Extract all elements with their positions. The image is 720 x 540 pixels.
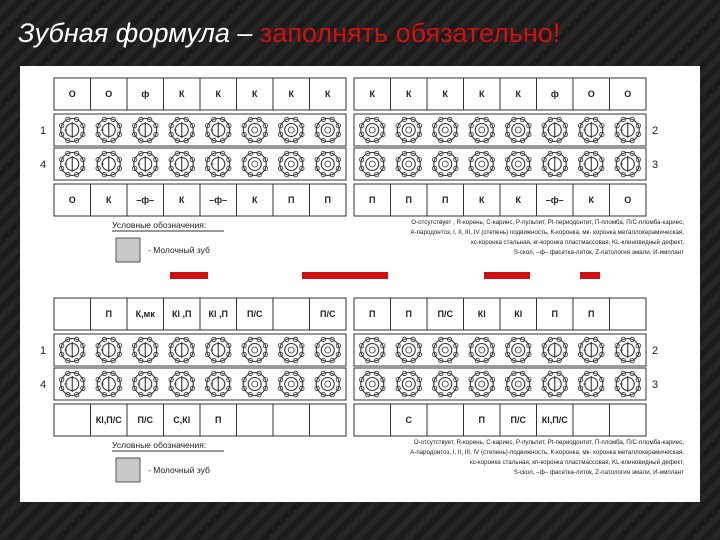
tooth-core-icon <box>442 381 448 387</box>
tooth-outline-icon <box>397 119 420 142</box>
tooth-icon <box>432 371 458 397</box>
tooth-core-icon <box>288 381 294 387</box>
tooth-icon <box>615 371 641 397</box>
tooth-label: П <box>105 309 112 319</box>
tooth-outline-icon <box>507 339 530 362</box>
tooth-outline-icon <box>507 119 530 142</box>
tooth-core-icon <box>288 347 294 353</box>
tooth-center-icon <box>512 344 525 357</box>
tooth-center-icon <box>366 344 379 357</box>
row-number-1: 1 <box>40 345 47 357</box>
tooth-outline-icon <box>361 153 384 176</box>
tooth-label: –ф– <box>545 195 564 205</box>
tooth-core-icon <box>515 381 521 387</box>
tooth-outline-icon <box>316 153 339 176</box>
tooth-label: П <box>215 415 222 425</box>
tooth-center-icon <box>402 158 415 171</box>
tooth-outline-icon <box>470 373 493 396</box>
tooth-core-icon <box>288 161 294 167</box>
tooth-outline-icon <box>470 153 493 176</box>
tooth-core-icon <box>515 347 521 353</box>
tooth-center-icon <box>512 378 525 391</box>
row-number-3: 3 <box>652 159 659 171</box>
tooth-icon <box>578 337 604 363</box>
tooth-icon <box>615 151 641 177</box>
tooth-label: П <box>288 195 295 205</box>
tooth-core-icon <box>406 347 412 353</box>
tooth-center-icon <box>439 344 452 357</box>
tooth-center-icon <box>321 378 334 391</box>
tooth-label: ф <box>141 89 150 99</box>
tooth-center-icon <box>439 158 452 171</box>
dental-formula-card-1 <box>40 78 684 262</box>
tooth-label: К,мк <box>135 309 155 319</box>
red-divider-bar <box>580 272 600 279</box>
tooth-center-icon <box>285 158 298 171</box>
tooth-outline-icon <box>280 153 303 176</box>
tooth-icon <box>315 117 341 143</box>
tooth-label: –ф– <box>136 195 155 205</box>
tooth-icon <box>469 337 495 363</box>
tooth-label: К <box>179 195 185 205</box>
lower-teeth-row <box>54 148 646 180</box>
tooth-icon <box>278 371 304 397</box>
tooth-outline-icon <box>361 339 384 362</box>
tooth-icon <box>169 337 195 363</box>
tooth-center-icon <box>248 378 261 391</box>
title-main: Зубная формула <box>18 18 230 48</box>
tooth-outline-icon <box>397 339 420 362</box>
tooth-outline-icon <box>361 119 384 142</box>
tooth-icon <box>505 151 531 177</box>
tooth-core-icon <box>515 127 521 133</box>
tooth-label: О <box>68 89 76 99</box>
tooth-icon <box>132 371 158 397</box>
tooth-icon <box>96 151 122 177</box>
tooth-center-icon <box>475 344 488 357</box>
tooth-icon <box>59 337 85 363</box>
legend-line: А-пародонтоз, I, II, III, IV (степень) подвижность, К-коронка, мк- коронка металлокерамическая, <box>410 229 684 236</box>
tooth-core-icon <box>325 347 331 353</box>
tooth-outline-icon <box>280 373 303 396</box>
tooth-core-icon <box>369 161 375 167</box>
tooth-label: К <box>288 89 294 99</box>
row-number-4: 4 <box>40 379 47 391</box>
tooth-label: О <box>587 89 595 99</box>
tooth-outline-icon <box>361 373 384 396</box>
tooth-center-icon <box>512 158 525 171</box>
tooth-icon <box>432 117 458 143</box>
tooth-label: Кl <box>514 309 523 319</box>
tooth-icon <box>59 371 85 397</box>
tooth-center-icon <box>512 124 525 137</box>
tooth-label: Кl,П/С <box>541 415 568 425</box>
tooth-center-icon <box>285 344 298 357</box>
tooth-core-icon <box>325 127 331 133</box>
tooth-outline-icon <box>434 153 457 176</box>
tooth-label: О <box>68 195 76 205</box>
tooth-icon <box>205 337 231 363</box>
row-number-4: 4 <box>40 159 47 171</box>
tooth-label: Кl ,П <box>172 309 192 319</box>
tooth-label: П <box>405 195 412 205</box>
tooth-icon <box>242 337 268 363</box>
tooth-outline-icon <box>470 119 493 142</box>
tooth-icon <box>278 151 304 177</box>
tooth-icon <box>432 337 458 363</box>
upper-teeth-row <box>54 114 646 146</box>
title-dash: – <box>229 18 260 48</box>
tooth-icon <box>469 371 495 397</box>
tooth-label: Кl,П/С <box>95 415 122 425</box>
legend-line: кс-коронка стальная, кг-коронка пластмассовая, KL-клиновидный дефект, <box>471 239 684 246</box>
tooth-icon <box>278 337 304 363</box>
tooth-label: П/С <box>137 415 153 425</box>
tooth-icon <box>578 371 604 397</box>
red-divider-bar <box>302 272 388 279</box>
tooth-center-icon <box>248 344 261 357</box>
tooth-center-icon <box>366 158 379 171</box>
tooth-center-icon <box>475 158 488 171</box>
tooth-core-icon <box>479 161 485 167</box>
tooth-label: К <box>215 89 221 99</box>
tooth-label: К <box>252 195 258 205</box>
tooth-outline-icon <box>280 339 303 362</box>
tooth-outline-icon <box>316 373 339 396</box>
row-number-2: 2 <box>652 125 659 137</box>
tooth-icon <box>169 117 195 143</box>
tooth-icon <box>315 151 341 177</box>
tooth-icon <box>205 117 231 143</box>
dental-card-sheet <box>20 66 700 502</box>
tooth-icon <box>396 337 422 363</box>
tooth-center-icon <box>321 158 334 171</box>
tooth-center-icon <box>402 344 415 357</box>
tooth-core-icon <box>252 347 258 353</box>
tooth-icon <box>96 117 122 143</box>
upper-teeth-row <box>54 334 646 366</box>
dental-formula-card-2 <box>40 298 684 482</box>
row-number-3: 3 <box>652 379 659 391</box>
tooth-icon <box>132 337 158 363</box>
tooth-label: К <box>369 89 375 99</box>
tooth-label: С,Кl <box>173 415 191 425</box>
tooth-icon <box>396 151 422 177</box>
tooth-outline-icon <box>470 339 493 362</box>
tooth-icon <box>278 117 304 143</box>
tooth-core-icon <box>406 127 412 133</box>
tooth-icon <box>205 371 231 397</box>
tooth-icon <box>242 117 268 143</box>
tooth-label: К <box>479 195 485 205</box>
milk-tooth-swatch <box>116 458 140 482</box>
tooth-center-icon <box>402 378 415 391</box>
tooth-center-icon <box>439 378 452 391</box>
tooth-label: К <box>442 89 448 99</box>
tooth-icon <box>59 117 85 143</box>
tooth-icon <box>578 117 604 143</box>
tooth-center-icon <box>439 124 452 137</box>
legend <box>112 219 684 262</box>
tooth-core-icon <box>252 161 258 167</box>
tooth-label: К <box>515 89 521 99</box>
tooth-core-icon <box>325 381 331 387</box>
tooth-outline-icon <box>316 119 339 142</box>
tooth-label: ф <box>550 89 559 99</box>
tooth-icon <box>59 151 85 177</box>
legend-line: кс-коронка стальная, кп-коронка пластмассовая, KL-клиновидный дефект, <box>470 459 684 466</box>
tooth-label: К <box>252 89 258 99</box>
legend-line: О-отсутствует, R-корень, С-кариес, Р-пульпит, Pt-периодонтит, П-пломба, П/С-пломба-кариес, <box>413 439 684 446</box>
card-divider <box>170 272 600 279</box>
tooth-label: С <box>405 415 412 425</box>
tooth-outline-icon <box>397 153 420 176</box>
tooth-icon <box>615 337 641 363</box>
tooth-label: П <box>324 195 331 205</box>
tooth-icon <box>315 337 341 363</box>
tooth-outline-icon <box>243 153 266 176</box>
tooth-core-icon <box>288 127 294 133</box>
tooth-core-icon <box>369 381 375 387</box>
legend-line: S-скол, –ф– фасетка-литок, Z-патология эмали, И-имплант <box>513 469 684 476</box>
milk-tooth-swatch <box>116 238 140 262</box>
tooth-center-icon <box>248 124 261 137</box>
dental-formula-figure <box>20 66 700 502</box>
tooth-core-icon <box>369 347 375 353</box>
tooth-center-icon <box>402 124 415 137</box>
tooth-label: П <box>478 415 485 425</box>
tooth-label: П <box>588 309 595 319</box>
tooth-core-icon <box>406 381 412 387</box>
tooth-icon <box>132 151 158 177</box>
tooth-outline-icon <box>243 339 266 362</box>
legend-swatch-label: - Молочный зуб <box>148 465 210 475</box>
slide-title <box>18 18 560 49</box>
tooth-icon <box>359 151 385 177</box>
tooth-icon <box>542 371 568 397</box>
tooth-outline-icon <box>434 339 457 362</box>
legend-line: А-пародонтоз, I, II, III, IV (степень)-подвижность, К-коронка, мк- коронка металлокерамическая, <box>410 449 684 456</box>
lower-teeth-row <box>54 368 646 400</box>
tooth-icon <box>542 151 568 177</box>
tooth-label: Кl <box>477 309 486 319</box>
tooth-label: К <box>588 195 594 205</box>
tooth-label: О <box>624 89 632 99</box>
tooth-label: К <box>325 89 331 99</box>
tooth-outline-icon <box>316 339 339 362</box>
bottom-row <box>54 404 646 436</box>
tooth-core-icon <box>515 161 521 167</box>
tooth-label: П <box>369 309 376 319</box>
legend-line: S-скол, –ф– фасетка-литок, Z-патология эмали, И-имплант <box>513 249 684 256</box>
tooth-icon <box>578 151 604 177</box>
tooth-label: П <box>369 195 376 205</box>
tooth-icon <box>132 117 158 143</box>
tooth-icon <box>205 151 231 177</box>
tooth-icon <box>505 371 531 397</box>
tooth-label: К <box>515 195 521 205</box>
tooth-label: П/С <box>437 309 453 319</box>
tooth-label: П/С <box>320 309 336 319</box>
tooth-center-icon <box>366 378 379 391</box>
tooth-label: О <box>624 195 632 205</box>
title-accent: заполнять обязательно! <box>259 18 561 48</box>
tooth-core-icon <box>442 347 448 353</box>
tooth-center-icon <box>285 378 298 391</box>
tooth-icon <box>359 117 385 143</box>
tooth-icon <box>169 151 195 177</box>
tooth-outline-icon <box>507 373 530 396</box>
tooth-icon <box>96 371 122 397</box>
tooth-label: К <box>179 89 185 99</box>
tooth-icon <box>96 337 122 363</box>
top-row <box>54 298 646 330</box>
tooth-label: К <box>406 89 412 99</box>
tooth-core-icon <box>479 127 485 133</box>
tooth-center-icon <box>475 124 488 137</box>
tooth-icon <box>359 371 385 397</box>
tooth-core-icon <box>406 161 412 167</box>
bottom-row <box>54 184 646 216</box>
tooth-label: Кl ,П <box>208 309 228 319</box>
red-divider-bar <box>170 272 208 279</box>
tooth-core-icon <box>479 381 485 387</box>
tooth-core-icon <box>325 161 331 167</box>
legend-title: Условные обозначения: <box>112 440 207 450</box>
tooth-center-icon <box>321 344 334 357</box>
tooth-label: О <box>105 89 113 99</box>
tooth-label: П/С <box>510 415 526 425</box>
legend-title: Условные обозначения: <box>112 220 207 230</box>
tooth-center-icon <box>248 158 261 171</box>
tooth-outline-icon <box>434 119 457 142</box>
row-number-2: 2 <box>652 345 659 357</box>
tooth-icon <box>615 117 641 143</box>
legend-line: О-отсутствует , R-корень, С-кариес, Р-пульпит, Pt-периодонтит, П-пломба, П/С-пломба-кариес, <box>411 219 684 226</box>
legend <box>112 439 684 482</box>
tooth-center-icon <box>321 124 334 137</box>
tooth-icon <box>505 337 531 363</box>
tooth-icon <box>242 371 268 397</box>
tooth-outline-icon <box>507 153 530 176</box>
red-divider-bar <box>484 272 530 279</box>
tooth-core-icon <box>442 161 448 167</box>
tooth-icon <box>359 337 385 363</box>
tooth-icon <box>396 117 422 143</box>
tooth-label: П <box>551 309 558 319</box>
tooth-core-icon <box>479 347 485 353</box>
tooth-outline-icon <box>243 119 266 142</box>
tooth-icon <box>542 117 568 143</box>
tooth-core-icon <box>442 127 448 133</box>
top-row <box>54 78 646 110</box>
tooth-center-icon <box>475 378 488 391</box>
legend-swatch-label: - Молочный зуб <box>148 245 210 255</box>
tooth-label: К <box>479 89 485 99</box>
tooth-core-icon <box>252 381 258 387</box>
tooth-icon <box>469 151 495 177</box>
tooth-center-icon <box>366 124 379 137</box>
tooth-icon <box>542 337 568 363</box>
tooth-core-icon <box>252 127 258 133</box>
tooth-icon <box>242 151 268 177</box>
tooth-label: –ф– <box>209 195 228 205</box>
tooth-icon <box>505 117 531 143</box>
tooth-label: П/С <box>247 309 263 319</box>
row-number-1: 1 <box>40 125 47 137</box>
tooth-label: К <box>106 195 112 205</box>
tooth-core-icon <box>369 127 375 133</box>
tooth-icon <box>315 371 341 397</box>
tooth-icon <box>469 117 495 143</box>
tooth-label: П <box>405 309 412 319</box>
tooth-icon <box>169 371 195 397</box>
tooth-outline-icon <box>280 119 303 142</box>
tooth-outline-icon <box>434 373 457 396</box>
tooth-outline-icon <box>397 373 420 396</box>
tooth-icon <box>396 371 422 397</box>
tooth-outline-icon <box>243 373 266 396</box>
tooth-icon <box>432 151 458 177</box>
tooth-label: П <box>442 195 449 205</box>
tooth-center-icon <box>285 124 298 137</box>
